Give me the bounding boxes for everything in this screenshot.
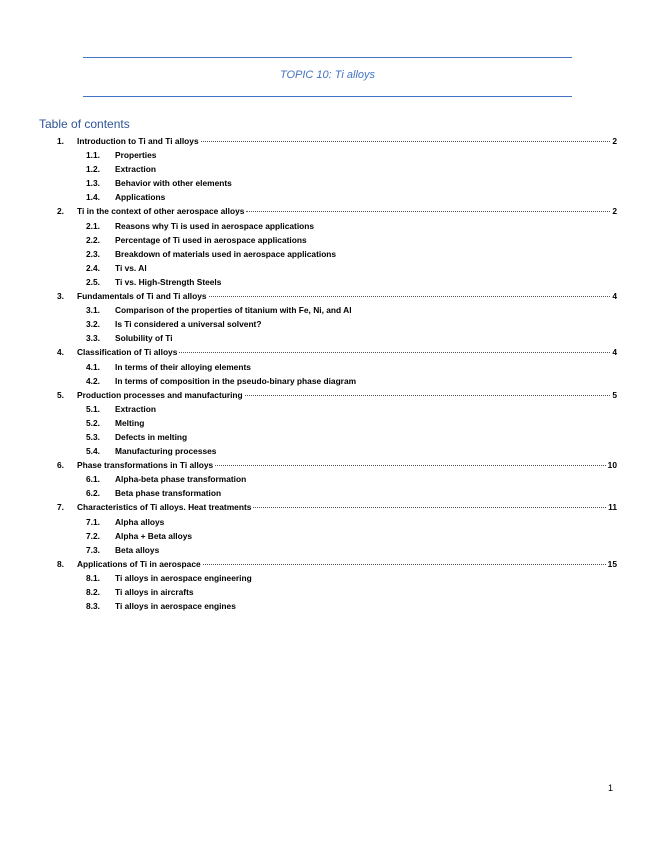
toc-subentry-number: 2.4. [86,262,100,273]
toc-subentry-number: 5.2. [86,417,100,428]
toc-entry-page: 4 [612,347,617,358]
dot-leader [253,507,606,508]
toc-entry-number: 8. [57,558,64,569]
toc-entry-page: 2 [612,206,617,217]
toc-subentry-number: 1.4. [86,192,100,203]
toc-subentry-title: Alpha alloys [115,516,165,527]
toc-subentry[interactable] [39,402,617,416]
toc-subentry-title: Extraction [115,164,156,175]
toc-entry-number: 3. [57,291,64,302]
dot-leader [246,211,610,212]
toc-subentry-title: Extraction [115,403,156,414]
toc-subentry-title: Behavior with other elements [115,178,232,189]
toc-subentry-title: Ti alloys in aerospace engines [115,601,236,612]
toc-subentry-number: 3.3. [86,333,100,344]
toc-subentry-title: Ti vs. High-Strength Steels [115,276,222,287]
toc-entry-title: Introduction to Ti and Ti alloys [77,136,199,146]
toc-subentry-title: Properties [115,150,157,161]
toc-subentry[interactable] [39,162,617,176]
toc-subentry[interactable] [39,219,617,233]
toc-subentry-title: Beta alloys [115,544,160,555]
dot-leader [209,296,611,297]
toc-entry[interactable] [39,388,617,402]
toc-entry-page: 2 [612,136,617,146]
toc-subentry-number: 4.2. [86,375,100,386]
toc-entry-number: 7. [57,502,64,513]
toc-subentry[interactable] [39,247,617,261]
toc-entry-title: Classification of Ti alloys [77,347,178,358]
toc-subentry-title: Beta phase transformation [115,488,222,499]
toc-subentry[interactable] [39,374,617,388]
toc-subentry-number: 5.3. [86,431,100,442]
toc-subentry[interactable] [39,261,617,275]
toc-subentry-number: 1.2. [86,164,100,175]
toc-subentry[interactable] [39,176,617,190]
dot-leader [215,465,605,466]
toc-entry-number: 4. [57,347,64,358]
toc-subentry-number: 2.5. [86,276,100,287]
toc-entry-page: 15 [607,558,617,569]
dot-leader [203,564,606,565]
toc-subentry[interactable] [39,317,617,331]
toc-entry-title: Characteristics of Ti alloys. Heat treatments [77,502,252,513]
toc-entry-page: 10 [607,460,617,471]
toc-subentry-number: 6.1. [86,474,100,485]
toc-subentry-number: 1.1. [86,150,100,161]
toc-subentry-title: Alpha + Beta alloys [115,530,193,541]
toc-subentry-title: Breakdown of materials used in aerospace applications [115,248,337,259]
toc-subentry-title: Is Ti considered a universal solvent? [115,319,262,330]
toc-subentry[interactable] [39,360,617,374]
toc-entry-title: Phase transformations in Ti alloys [77,460,214,471]
toc-entry[interactable] [39,134,617,148]
toc-subentry[interactable] [39,430,617,444]
toc-subentry-title: Percentage of Ti used in aerospace applications [115,234,307,245]
toc-subentry[interactable] [39,416,617,430]
page-number: 1 [608,783,614,793]
toc-entry[interactable] [39,345,617,359]
toc-entry[interactable] [39,204,617,218]
toc-subentry-number: 8.2. [86,587,100,597]
toc-subentry[interactable] [39,303,617,317]
toc-entry-page: 4 [612,291,617,302]
toc-subentry[interactable] [39,515,617,529]
table-of-contents [39,134,617,613]
toc-entry-title: Applications of Ti in aerospace [77,558,201,569]
toc-subentry-number: 6.2. [86,488,100,499]
toc-subentry[interactable] [39,148,617,162]
toc-entry-title: Fundamentals of Ti and Ti alloys [77,291,207,302]
toc-subentry[interactable] [39,275,617,289]
toc-subentry[interactable] [39,486,617,500]
toc-entry[interactable] [39,289,617,303]
toc-entry-number: 5. [57,389,64,400]
toc-subentry-number: 2.1. [86,220,100,231]
toc-subentry[interactable] [39,571,617,585]
toc-subentry-title: Comparison of the properties of titanium with Fe, Ni, and Al [115,305,352,316]
toc-subentry-title: Melting [115,417,145,428]
toc-entry[interactable] [39,500,617,514]
toc-subentry-number: 8.1. [86,572,100,583]
toc-subentry-number: 5.1. [86,403,100,414]
toc-subentry-number: 8.3. [86,601,100,612]
toc-subentry-title: In terms of their alloying elements [115,361,251,372]
toc-subentry[interactable] [39,585,617,599]
toc-entry[interactable] [39,557,617,571]
toc-subentry[interactable] [39,599,617,613]
toc-subentry[interactable] [39,543,617,557]
toc-entry-number: 6. [57,460,64,471]
toc-subentry[interactable] [39,444,617,458]
toc-subentry-title: In terms of composition in the pseudo-binary phase diagram [115,375,357,386]
toc-entry-page: 11 [608,502,617,513]
dot-leader [201,141,611,142]
toc-subentry-title: Reasons why Ti is used in aerospace applications [115,220,315,231]
toc-subentry[interactable] [39,529,617,543]
toc-subentry-title: Alpha-beta phase transformation [115,474,247,485]
toc-subentry-number: 2.3. [86,248,100,259]
toc-entry-number: 2. [57,206,64,217]
toc-subentry[interactable] [39,233,617,247]
toc-subentry[interactable] [39,472,617,486]
header-rule-top [83,57,572,58]
toc-subentry-number: 3.2. [86,319,100,330]
toc-subentry-title: Ti alloys in aircrafts [115,587,194,597]
toc-subentry-number: 5.4. [86,446,100,457]
toc-entry-page: 5 [612,389,617,400]
dot-leader [179,352,610,353]
toc-subentry-title: Ti vs. Al [115,262,147,273]
toc-subentry[interactable] [39,331,617,345]
header-rule-bottom [83,96,572,97]
toc-entry-title: Ti in the context of other aerospace alloys [77,206,245,217]
topic-title: TOPIC 10: Ti alloys [279,69,376,81]
toc-subentry-title: Ti alloys in aerospace engineering [115,572,252,583]
toc-subentry-number: 2.2. [86,234,100,245]
dot-leader [245,395,611,396]
toc-subentry-number: 3.1. [86,305,100,316]
toc-subentry-number: 4.1. [86,361,100,372]
toc-subentry-number: 1.3. [86,178,100,189]
toc-subentry-title: Applications [115,192,166,203]
toc-subentry-title: Solubility of Ti [115,333,173,344]
toc-entry-number: 1. [57,136,64,146]
toc-subentry-number: 7.1. [86,516,100,527]
toc-subentry-number: 7.2. [86,530,100,541]
toc-subentry-number: 7.3. [86,544,100,555]
toc-subentry-title: Manufacturing processes [115,446,217,457]
toc-heading: Table of contents [39,117,130,131]
toc-entry[interactable] [39,458,617,472]
toc-subentry[interactable] [39,190,617,204]
toc-subentry-title: Defects in melting [115,431,188,442]
toc-entry-title: Production processes and manufacturing [77,389,243,400]
